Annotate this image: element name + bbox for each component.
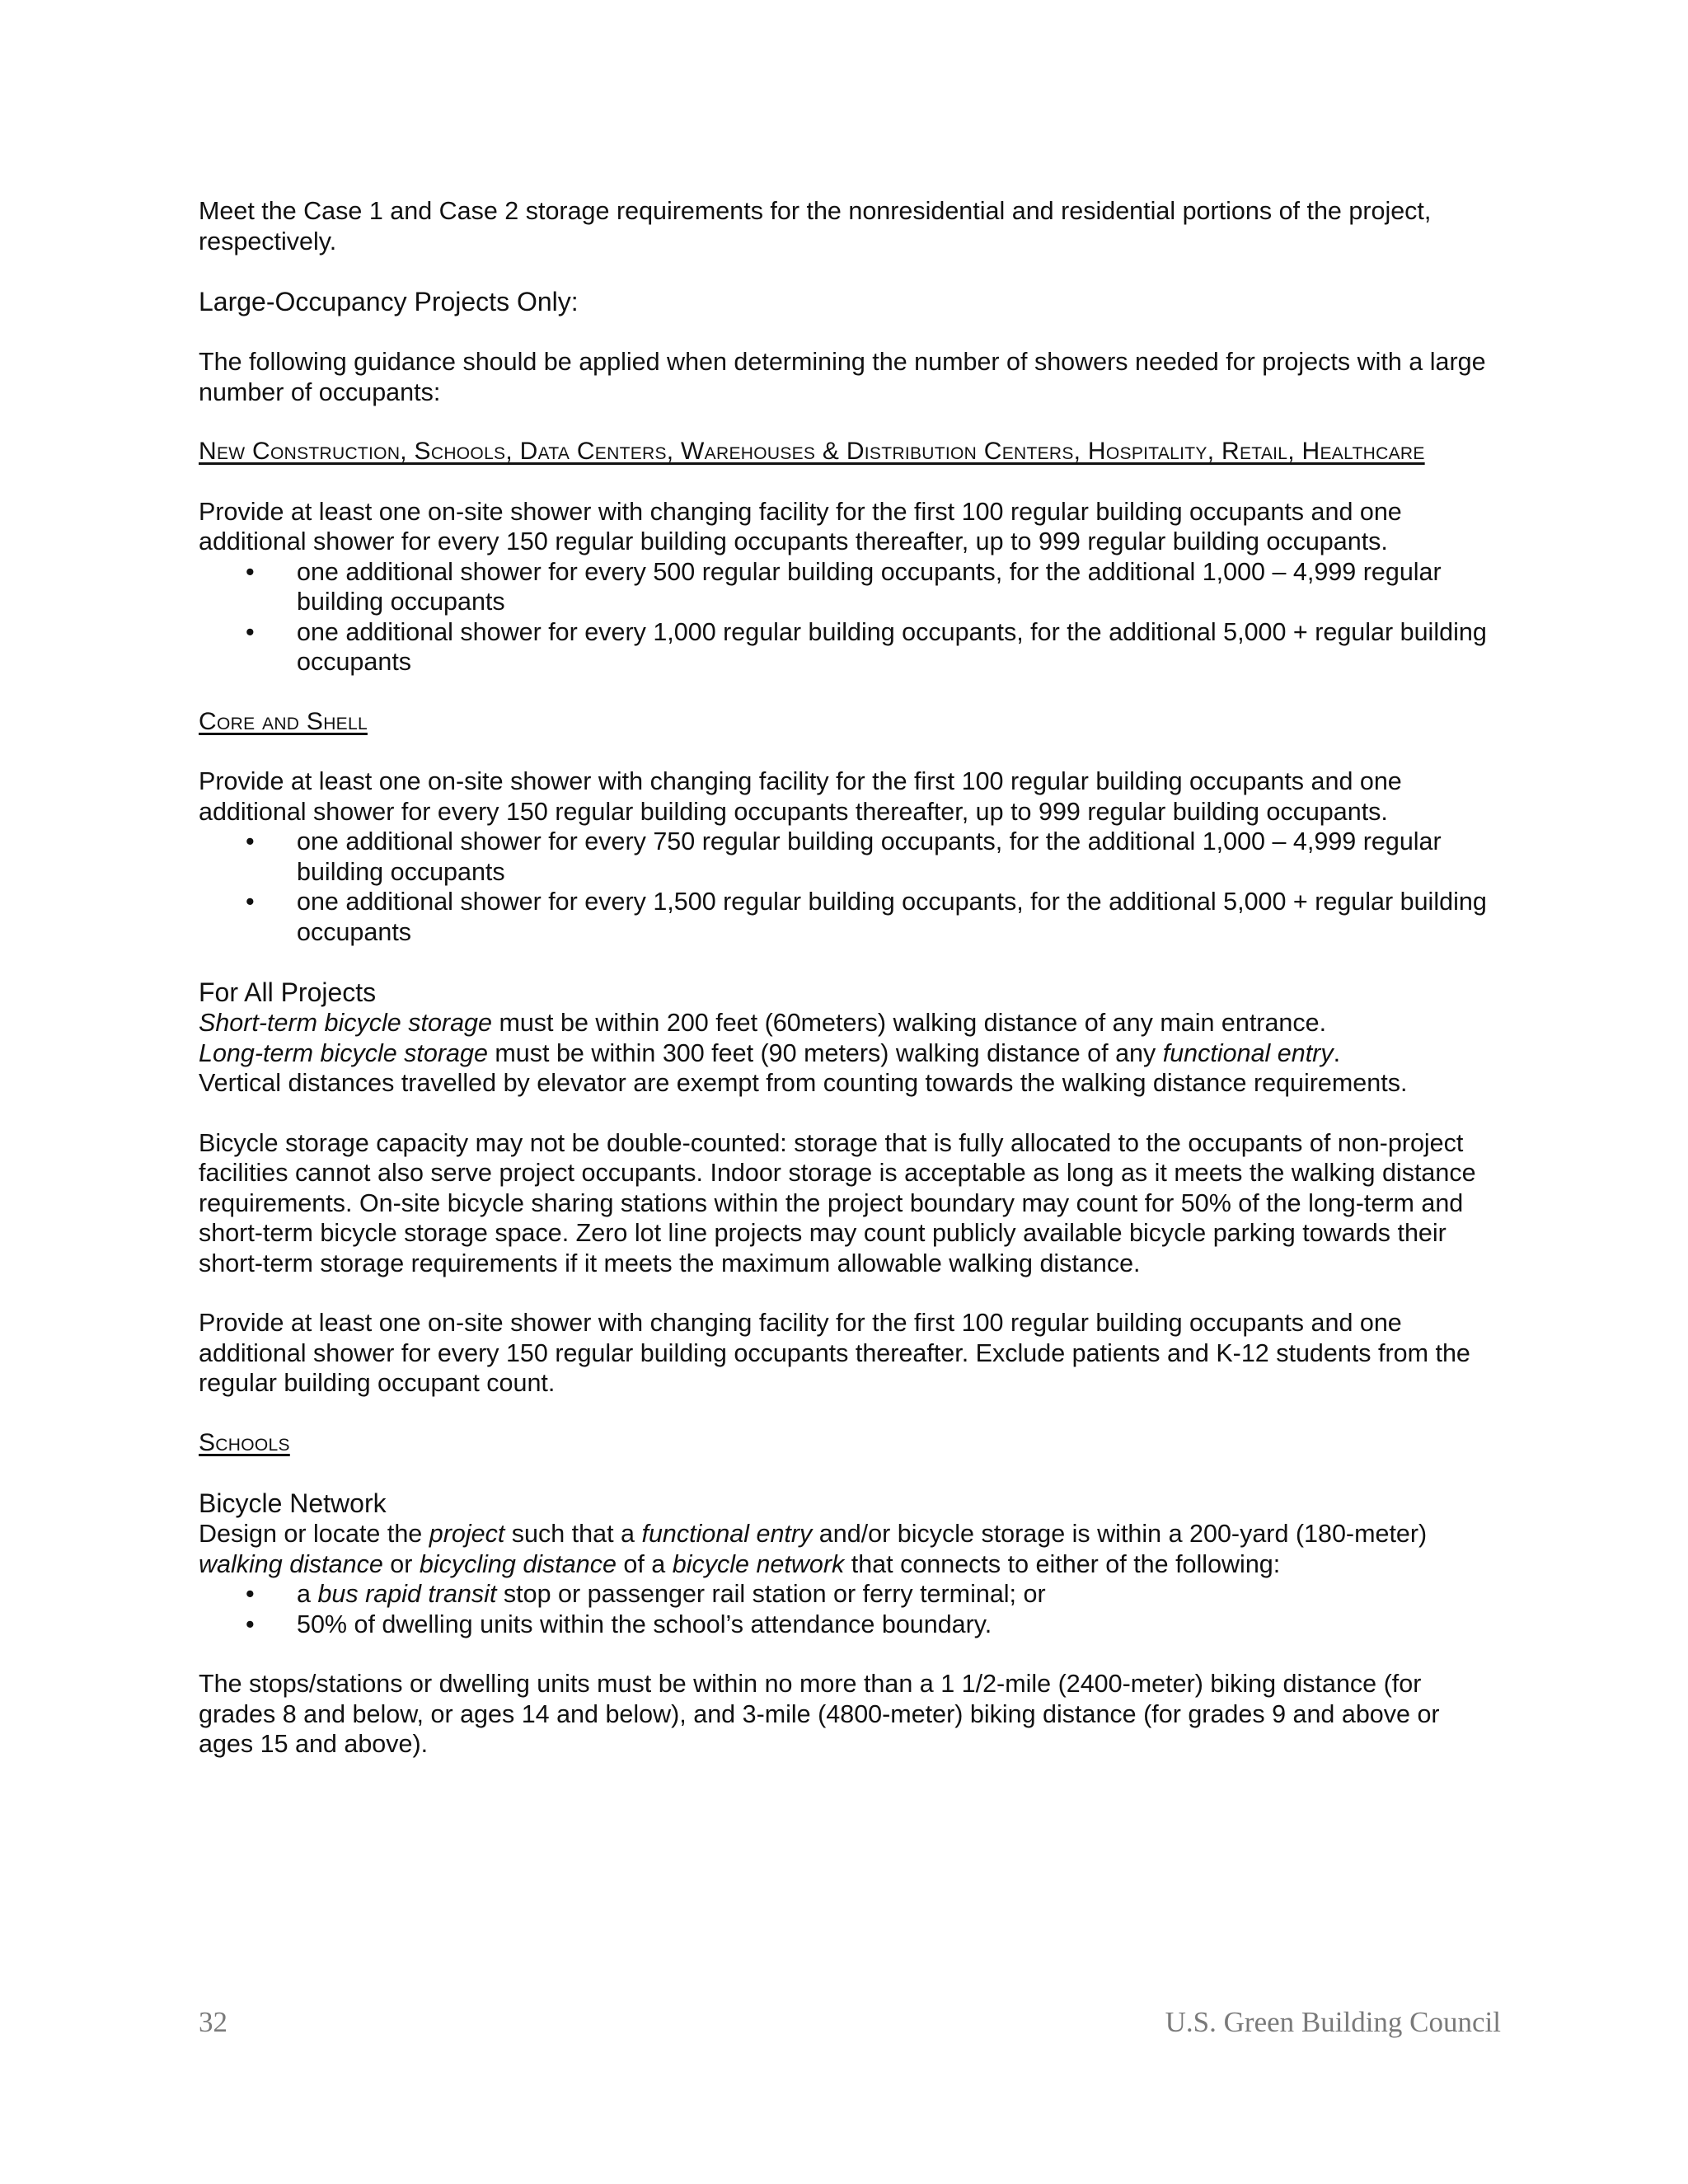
section-heading-schools: Schools [199,1428,290,1456]
functional-entry-term: functional entry [1162,1038,1334,1067]
list-item: • one additional shower for every 1,500 regular building occupants, for the additional 5,000 + regular building occupants [199,887,1501,947]
text: that connects to either of the following: [844,1549,1281,1578]
long-term-term: Long-term bicycle storage [199,1038,488,1067]
page-footer [199,2006,1501,2039]
project-term: project [429,1520,505,1548]
bicycle-network-paragraph [199,1519,1501,1579]
list-item: • one additional shower for every 1,000 regular building occupants, for the additional 5,000 + regular building occupants [199,617,1501,677]
text: and/or bicycle storage is within a 200-yard (180-meter) [812,1520,1428,1548]
list-item: • 50% of dwelling units within the school’s attendance boundary. [199,1610,1501,1640]
text: or [382,1549,420,1578]
text: stop or passenger rail station or ferry terminal; or [496,1580,1046,1608]
core-shell-bullets [199,827,1501,947]
large-occupancy-heading: Large-Occupancy Projects Only: [199,287,579,316]
bicycle-network-term: bicycle network [672,1549,845,1578]
bicycle-network-heading: Bicycle Network [199,1488,387,1518]
core-shell-paragraph: Provide at least one on-site shower with changing facility for the first 100 regular building occupants and one additional shower for every 150 regular building occupants thereafter, up to 999 regular building occupants. [199,767,1402,826]
new-construction-paragraph: Provide at least one on-site shower with changing facility for the first 100 regular building occupants and one additional shower for every 150 regular building occupants thereafter, up to 999 regular building occupants. [199,497,1402,555]
shower-paragraph: Provide at least one on-site shower with changing facility for the first 100 regular building occupants and one additional shower for every 150 regular building occupants thereafter. Exclude patients and K-12 students from the regular building occupant count. [199,1309,1470,1397]
bicycling-distance-term: bicycling distance [419,1549,617,1578]
short-term-term: Short-term bicycle storage [199,1009,492,1037]
page-content [199,196,1501,1760]
bus-rapid-transit-term: bus rapid transit [317,1580,497,1608]
guidance-paragraph: The following guidance should be applied when determining the number of showers needed for projects with a large number of occupants: [199,348,1486,406]
case-paragraph: Meet the Case 1 and Case 2 storage requirements for the nonresidential and residential portions of the project, respectively. [199,197,1432,255]
long-term-end: . [1333,1038,1341,1067]
footer-organization: U.S. Green Building Council [1165,2006,1501,2038]
list-item [199,1579,1501,1610]
long-term-paragraph [199,1038,1501,1069]
short-term-paragraph [199,1008,1501,1038]
all-projects-heading: For All Projects [199,977,377,1007]
list-item: • one additional shower for every 750 regular building occupants, for the additional 1,000 – 4,999 regular building occupants [199,827,1501,887]
vertical-distance-paragraph: Vertical distances travelled by elevator are exempt from counting towards the walking distance requirements. [199,1069,1408,1097]
biking-distance-paragraph: The stops/stations or dwelling units must be within no more than a 1 1/2-mile (2400-meter) biking distance (for grades 8 and below, or ages 14 and below), and 3-mile (4800-meter) biking distance (for grades 9 and above or ages 15 and above). [199,1670,1440,1758]
text: such that a [504,1520,642,1548]
text: a [297,1580,318,1608]
short-term-text: must be within 200 feet (60meters) walking distance of any main entrance. [491,1009,1327,1037]
list-item: • one additional shower for every 500 regular building occupants, for the additional 1,000 – 4,999 regular building occupants [199,557,1501,617]
text: of a [616,1549,673,1578]
long-term-text: must be within 300 feet (90 meters) walking distance of any [487,1038,1163,1067]
capacity-paragraph: Bicycle storage capacity may not be double-counted: storage that is fully allocated to the occupants of non-project facilities cannot also serve project occupants. Indoor storage is acceptable as long as it meets the walking distance requirements. On-site bicycle sharing stations within the project boundary may count for 50% of the long-term and short-term bicycle storage space. Zero lot line projects may count publicly available bicycle parking towards their short-term storage requirements if it meets the maximum allowable walking distance. [199,1128,1476,1277]
schools-bullets [199,1579,1501,1639]
section-heading-core-and-shell: Core and Shell [199,707,368,735]
walking-distance-term: walking distance [199,1549,383,1578]
section-heading-new-construction: New Construction, Schools, Data Centers, Warehouses & Distribution Centers, Hospitality, Retail, Healthcare [199,438,1425,465]
new-construction-bullets [199,557,1501,677]
text: Design or locate the [199,1520,429,1548]
functional-entry-term: functional entry [641,1520,813,1548]
page-number: 32 [199,2006,227,2038]
